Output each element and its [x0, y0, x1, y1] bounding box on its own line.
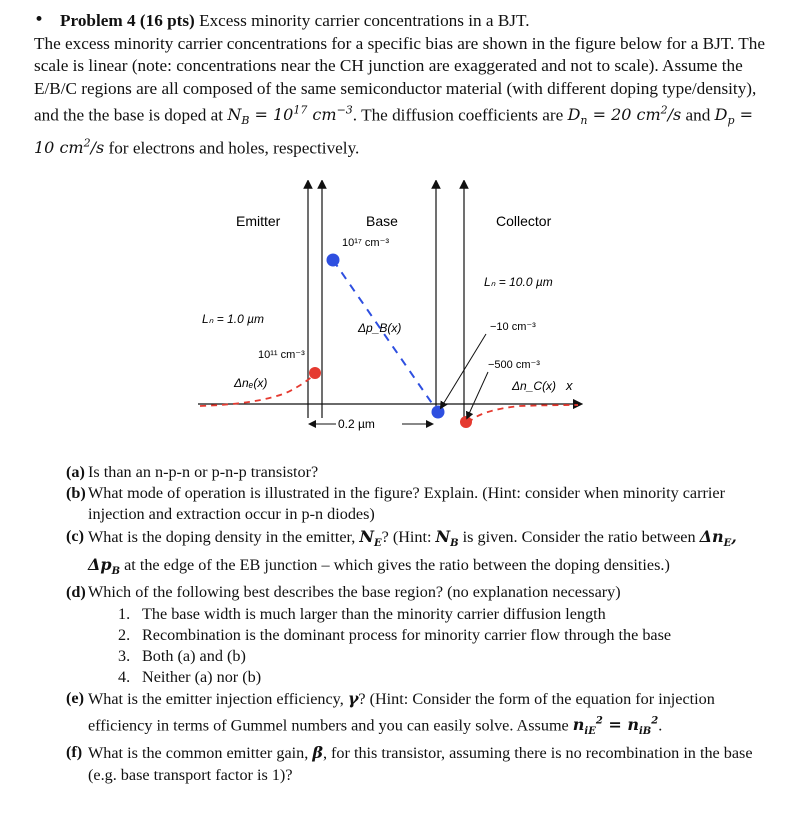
question-text: What is the doping density in the emitter,	[88, 527, 356, 546]
emitter-edge-dot	[309, 367, 321, 379]
question-text: ? (Hint:	[381, 527, 432, 546]
question-label: (c)	[66, 526, 84, 545]
question-label: (b)	[66, 484, 86, 503]
option-1	[118, 604, 756, 625]
collector-ln-label: Lₙ = 10.0 µm	[484, 275, 553, 289]
option-2	[118, 625, 756, 646]
dn-expression: $D_n = 20$ $cm^2/s$	[567, 104, 682, 128]
question-d	[66, 582, 756, 603]
gamma-symbol: γ	[347, 689, 359, 709]
bullet: •	[34, 10, 45, 30]
intro-text-1: The excess minority carrier concentrations for a specific bias are shown in the figure below for a BJT. The scale is linear (note: concentrations near the CH junction are exaggerated and not to scale). Assume the E/B/C regions are all composed of the same semiconductor material (with different doping type/density), and the the base is doped at	[34, 33, 765, 125]
question-text: Which of the following best describes the base region? (no explanation necessary)	[88, 583, 621, 602]
base-label: Base	[366, 213, 398, 229]
option-text: Both (a) and (b)	[142, 647, 246, 665]
x-axis-label: x	[566, 378, 573, 393]
emitter-ln-label: Lₙ = 1.0 µm	[202, 312, 265, 326]
intro-text-3: for electrons and holes, respectively.	[108, 138, 360, 158]
beta-symbol: β	[312, 743, 323, 763]
question-f	[66, 742, 756, 785]
collector-conc-1: −10 cm⁻³	[490, 321, 536, 333]
question-text: is given. Consider the ratio between	[462, 527, 696, 546]
base-concentration: 10¹⁷ cm⁻³	[342, 237, 390, 249]
base-collector-dot	[432, 406, 445, 419]
option-text: The base width is much larger than the minority carrier diffusion length	[142, 604, 606, 623]
question-text: ? (Hint: Consider the form of the equation for injection efficiency in terms of Gummel numbers and you can easily solve. Assume	[88, 690, 715, 734]
problem-intro	[34, 10, 774, 160]
collector-edge-dot	[460, 416, 472, 428]
option-number: 2.	[118, 625, 131, 644]
ne-expression: $N_E$	[359, 526, 382, 549]
question-label: (a)	[66, 463, 85, 481]
question-text: What is the common emitter gain,	[88, 744, 309, 763]
collector-label: Collector	[496, 213, 552, 229]
question-text: .	[658, 715, 663, 734]
nb-expression: $N_B = 10^{17}$ $cm^{-3}$	[227, 104, 353, 128]
base-edge-dot	[327, 254, 340, 267]
emitter-concentration: 10¹¹ cm⁻³	[258, 349, 305, 361]
question-label: (e)	[66, 689, 84, 708]
collector-conc-2: −500 cm⁻³	[488, 359, 540, 371]
question-text: , for this transistor, assuming there is no recombination in the base (e.g. base transport factor is 1)?	[88, 744, 753, 784]
question-b	[66, 483, 756, 525]
intro-text-2: . The diffusion coefficients are	[352, 105, 564, 125]
ni-expression: $n_{iE}^2 = n_{iB}^2$	[572, 714, 659, 738]
delta-expression: $\Delta n_E$, $\Delta p_B$	[88, 526, 737, 578]
option-number: 3.	[118, 647, 131, 665]
question-text: What is the emitter injection efficiency,	[88, 690, 344, 709]
problem-title-rest: Excess minority carrier concentrations in a BJT.	[199, 11, 530, 30]
base-width-label: 0.2 µm	[338, 417, 375, 431]
and-word: and	[685, 105, 711, 125]
question-a	[66, 462, 756, 483]
option-text: Neither (a) nor (b)	[142, 668, 262, 687]
option-number: 4.	[118, 668, 131, 687]
option-list	[66, 604, 756, 689]
option-text: Recombination is the dominant process for minority carrier flow through the base	[142, 625, 672, 644]
question-label: (d)	[66, 583, 86, 602]
question-text: What mode of operation is illustrated in the figure? Explain. (Hint: consider when minority carrier injection and extraction occur in p-n diodes)	[88, 484, 725, 524]
dn-e-label: Δnₑ(x)	[234, 376, 268, 390]
bjt-carrier-figure	[190, 180, 590, 450]
question-text: Is than an n-p-n or p-n-p transistor?	[88, 463, 319, 481]
dp-b-label: Δp_B(x)	[358, 321, 402, 335]
question-e	[66, 688, 756, 742]
option-number: 1.	[118, 604, 131, 623]
dn-c-label: Δn_C(x)	[512, 379, 557, 393]
question-label: (f)	[66, 743, 83, 762]
problem-title: Problem 4 (16 pts)	[60, 11, 195, 30]
base-profile-line	[333, 260, 438, 412]
question-list	[66, 462, 756, 786]
question-text: at the edge of the EB junction – which gives the ratio between the doping densities.)	[124, 556, 670, 574]
emitter-label: Emitter	[236, 213, 281, 229]
nb-expression: $N_B$	[435, 526, 459, 549]
dp-expression: $D_p = 10$ $cm^2/s$	[34, 105, 754, 158]
question-c	[66, 526, 756, 583]
pointer-line-2	[468, 372, 488, 416]
collector-profile-curve	[468, 405, 578, 423]
option-3	[118, 646, 756, 667]
option-4	[118, 667, 756, 688]
